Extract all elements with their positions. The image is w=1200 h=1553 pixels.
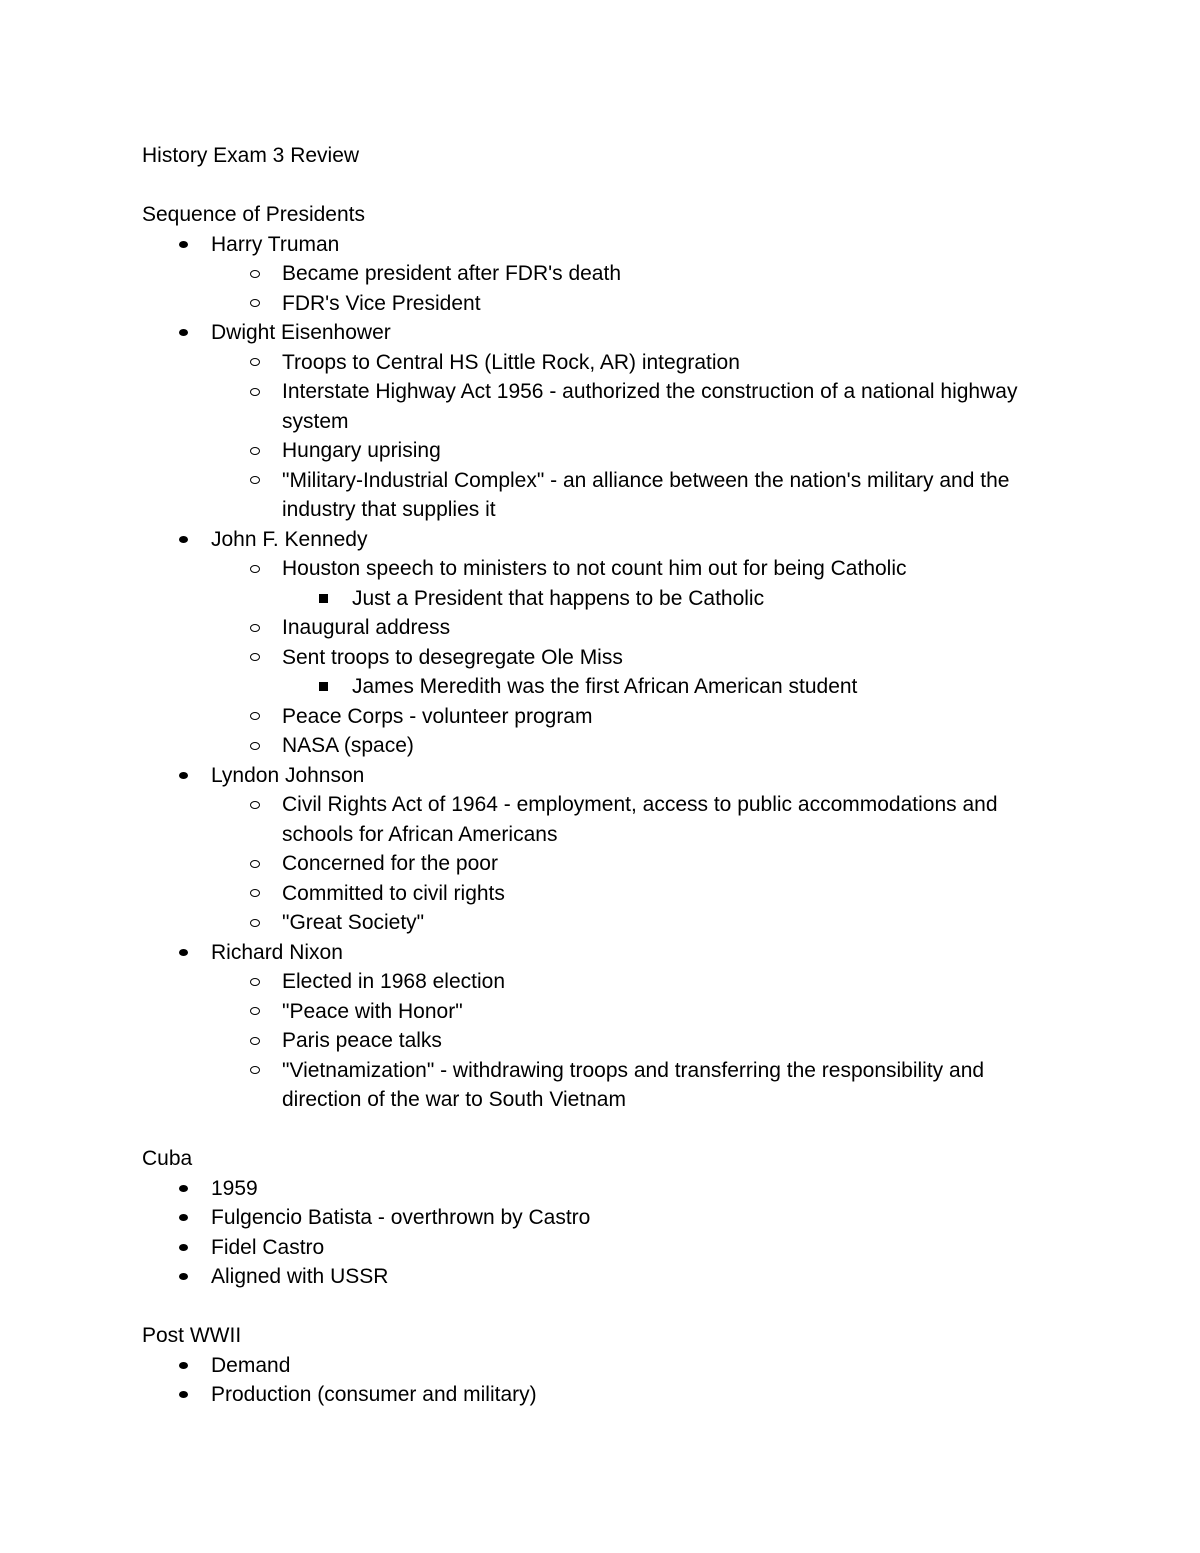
list-item: NASA (space) — [142, 731, 1062, 761]
bullet-circle-icon — [248, 259, 262, 289]
spacer — [142, 1292, 1062, 1322]
bullet-circle-icon — [248, 377, 262, 407]
bullet-circle-icon — [248, 613, 262, 643]
bullet-disc-icon — [176, 1262, 190, 1292]
list-item: Civil Rights Act of 1964 - employment, access to public accommodations and schools for African Americans — [142, 790, 1062, 849]
bullet-circle-icon — [248, 997, 262, 1027]
list-item: Houston speech to ministers to not count him out for being Catholic — [142, 554, 1062, 584]
section-heading-presidents: Sequence of Presidents — [142, 203, 365, 226]
post-wwii-list — [142, 1351, 1062, 1410]
bullet-circle-icon — [248, 466, 262, 496]
bullet-square-icon — [316, 672, 330, 702]
list-item: "Peace with Honor" — [142, 997, 1062, 1027]
list-item: Just a President that happens to be Catholic — [142, 584, 1062, 614]
list-item: Inaugural address — [142, 613, 1062, 643]
bullet-circle-icon — [248, 348, 262, 378]
list-item: Richard Nixon — [142, 938, 1062, 968]
presidents-list — [142, 230, 1062, 1115]
bullet-circle-icon — [248, 643, 262, 673]
spacer — [142, 171, 1062, 201]
list-item: Fidel Castro — [142, 1233, 1062, 1263]
list-item: Committed to civil rights — [142, 879, 1062, 909]
bullet-circle-icon — [248, 908, 262, 938]
list-item: Dwight Eisenhower — [142, 318, 1062, 348]
list-item: Fulgencio Batista - overthrown by Castro — [142, 1203, 1062, 1233]
list-item: Demand — [142, 1351, 1062, 1381]
bullet-disc-icon — [176, 938, 190, 968]
bullet-circle-icon — [248, 731, 262, 761]
list-item: James Meredith was the first African American student — [142, 672, 1062, 702]
bullet-disc-icon — [176, 1203, 190, 1233]
list-item: Aligned with USSR — [142, 1262, 1062, 1292]
document-page — [142, 141, 1062, 1410]
list-item: Production (consumer and military) — [142, 1380, 1062, 1410]
list-item: Hungary uprising — [142, 436, 1062, 466]
bullet-disc-icon — [176, 1233, 190, 1263]
list-item: 1959 — [142, 1174, 1062, 1204]
bullet-circle-icon — [248, 554, 262, 584]
list-item: Harry Truman — [142, 230, 1062, 260]
list-item: Sent troops to desegregate Ole Miss — [142, 643, 1062, 673]
list-item: FDR's Vice President — [142, 289, 1062, 319]
bullet-circle-icon — [248, 1056, 262, 1086]
bullet-disc-icon — [176, 1174, 190, 1204]
list-item: "Vietnamization" - withdrawing troops and transferring the responsibility and direction of the war to South Vietnam — [142, 1056, 1062, 1115]
bullet-circle-icon — [248, 967, 262, 997]
list-item: "Great Society" — [142, 908, 1062, 938]
bullet-disc-icon — [176, 1380, 190, 1410]
bullet-circle-icon — [248, 879, 262, 909]
list-item: Peace Corps - volunteer program — [142, 702, 1062, 732]
bullet-disc-icon — [176, 1351, 190, 1381]
cuba-list — [142, 1174, 1062, 1292]
list-item: John F. Kennedy — [142, 525, 1062, 555]
list-item: Troops to Central HS (Little Rock, AR) integration — [142, 348, 1062, 378]
document-title: History Exam 3 Review — [142, 144, 360, 167]
bullet-circle-icon — [248, 849, 262, 879]
list-item: Became president after FDR's death — [142, 259, 1062, 289]
list-item: "Military-Industrial Complex" - an alliance between the nation's military and the industry that supplies it — [142, 466, 1062, 525]
section-heading-cuba: Cuba — [142, 1147, 193, 1170]
section-heading-post-wwii: Post WWII — [142, 1324, 242, 1347]
bullet-circle-icon — [248, 1026, 262, 1056]
list-item: Concerned for the poor — [142, 849, 1062, 879]
bullet-disc-icon — [176, 318, 190, 348]
list-item: Lyndon Johnson — [142, 761, 1062, 791]
bullet-circle-icon — [248, 289, 262, 319]
list-item: Interstate Highway Act 1956 - authorized the construction of a national highway system — [142, 377, 1062, 436]
bullet-disc-icon — [176, 525, 190, 555]
bullet-circle-icon — [248, 702, 262, 732]
bullet-square-icon — [316, 584, 330, 614]
list-item: Paris peace talks — [142, 1026, 1062, 1056]
spacer — [142, 1115, 1062, 1145]
bullet-circle-icon — [248, 436, 262, 466]
list-item: Elected in 1968 election — [142, 967, 1062, 997]
bullet-disc-icon — [176, 230, 190, 260]
bullet-disc-icon — [176, 761, 190, 791]
bullet-circle-icon — [248, 790, 262, 820]
